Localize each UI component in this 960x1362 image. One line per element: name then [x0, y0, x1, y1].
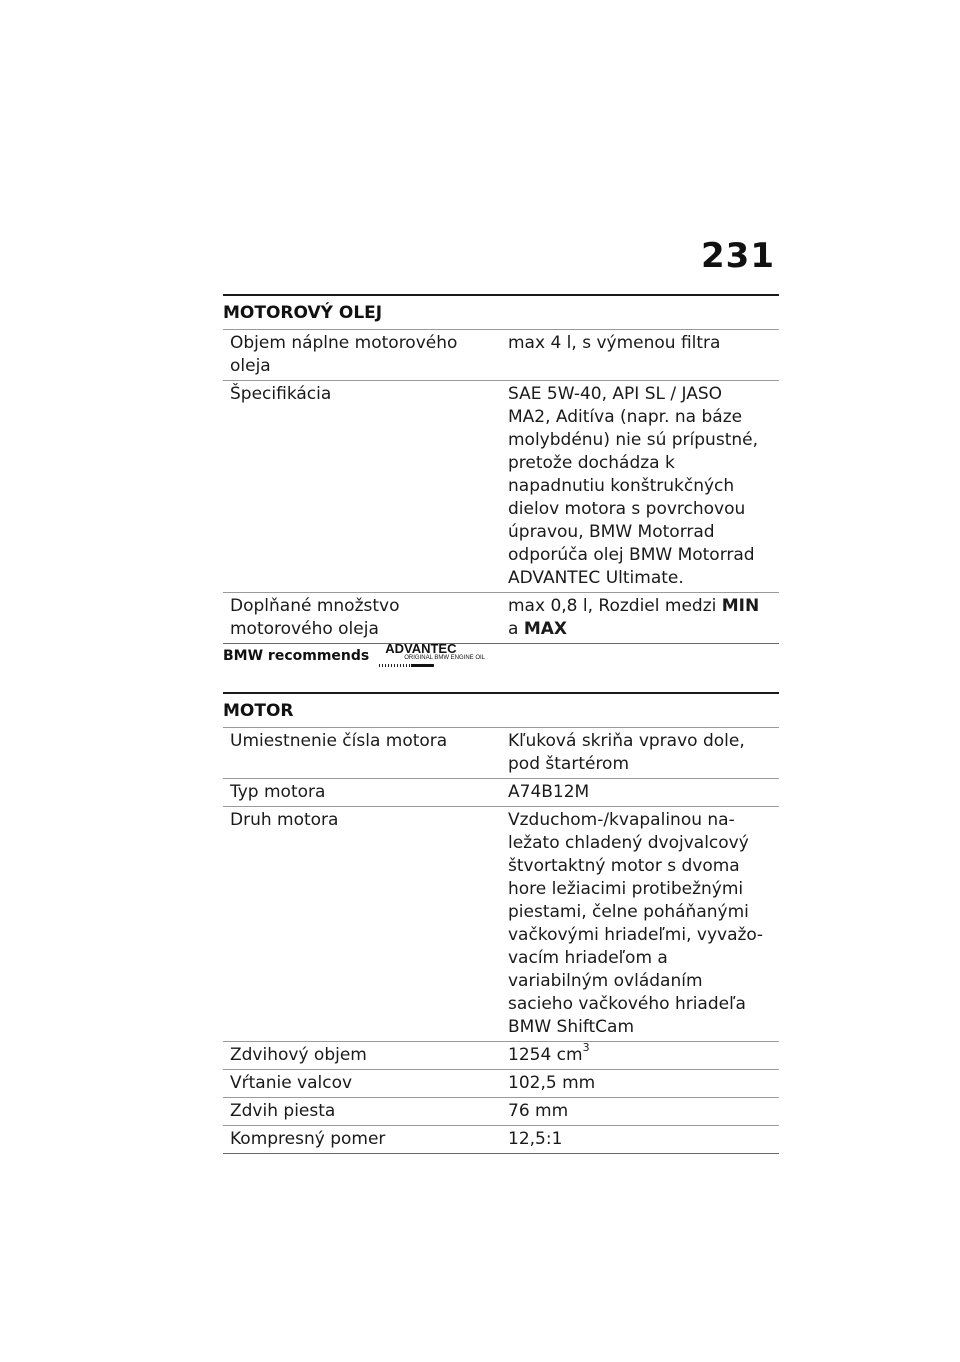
- row-value: SAE 5W-40, API SL / JASO MA2, Aditíva (napr. na báze molybdénu) nie sú prípustné, pretože dochádza k napadnutiu konštrukčných dielov motora s povrchovou úpravou, BMW Motorrad odporúča olej BMW Motorrad ADVANTEC Ultimate.: [508, 384, 758, 588]
- row-label: Typ motora: [230, 782, 326, 802]
- table-row: [223, 779, 779, 807]
- row-label: Objem náplne motorového oleja: [230, 333, 458, 376]
- logo-tagline: ORIGINAL BMW ENGINE OIL: [404, 655, 486, 661]
- row-value: Vzduchom-/kvapalinou naležato chladený dvojvalcový štvortaktný motor s dvoma hore ležiacimi protibežnými piestami, čelne poháňanými vačkovými hriadeľmi, vyvažovacím hriadeľom a variabilným ovládaním sacieho vačkového hriadeľa BMW ShiftCam: [508, 810, 763, 1037]
- recommendation-text: BMW recommends: [223, 648, 370, 664]
- table-row: [223, 807, 779, 1042]
- max-mark: MAX: [523, 619, 568, 639]
- value-text: a: [508, 619, 524, 639]
- table-row: [223, 1042, 779, 1070]
- row-label: Druh motora: [230, 810, 339, 830]
- superscript: 3: [582, 1041, 590, 1055]
- oil-spec-table: [223, 329, 779, 644]
- logo-stripe-solid: [411, 664, 433, 667]
- row-label: Kompresný pomer: [230, 1129, 386, 1149]
- row-label: Vŕtanie valcov: [230, 1073, 353, 1093]
- oil-recommendation: [223, 641, 779, 671]
- table-row: [223, 593, 779, 644]
- table-row: [223, 1126, 779, 1154]
- row-value: 12,5:1: [508, 1129, 563, 1149]
- row-value: 76 mm: [508, 1101, 569, 1121]
- row-label: Zdvih piesta: [230, 1101, 336, 1121]
- table-row: [223, 1098, 779, 1126]
- table-row: [223, 728, 779, 779]
- table-row: [223, 1070, 779, 1098]
- row-label: Doplňané množstvo motorového oleja: [230, 596, 400, 639]
- row-label: Umiestnenie čísla motora: [230, 731, 448, 751]
- engine-spec-table: [223, 727, 779, 1154]
- row-label: Zdvihový objem: [230, 1045, 367, 1065]
- advantec-logo: [379, 641, 486, 671]
- row-value: 102,5 mm: [508, 1073, 596, 1093]
- section-title-engine: MOTOR: [223, 701, 294, 721]
- min-mark: MIN: [721, 596, 760, 616]
- table-row: [223, 330, 779, 381]
- engine-section: [223, 692, 779, 1154]
- logo-wordmark: ADVANTEC: [385, 641, 457, 656]
- row-value: A74B12M: [508, 782, 590, 802]
- value-text: max 0,8 l, Rozdiel medzi: [508, 596, 722, 616]
- value-text: 1254 cm: [508, 1045, 583, 1065]
- row-value: max 4 l, s výmenou filtra: [508, 333, 721, 353]
- row-value: [500, 1042, 779, 1070]
- page-number: 231: [701, 236, 775, 276]
- row-label: Špecifikácia: [230, 384, 332, 404]
- row-value: Kľuková skriňa vpravo dole, pod štartérom: [508, 731, 745, 774]
- section-title-oil: MOTOROVÝ OLEJ: [223, 303, 383, 323]
- table-row: [223, 381, 779, 593]
- oil-section: [223, 294, 779, 644]
- row-value: [500, 593, 779, 644]
